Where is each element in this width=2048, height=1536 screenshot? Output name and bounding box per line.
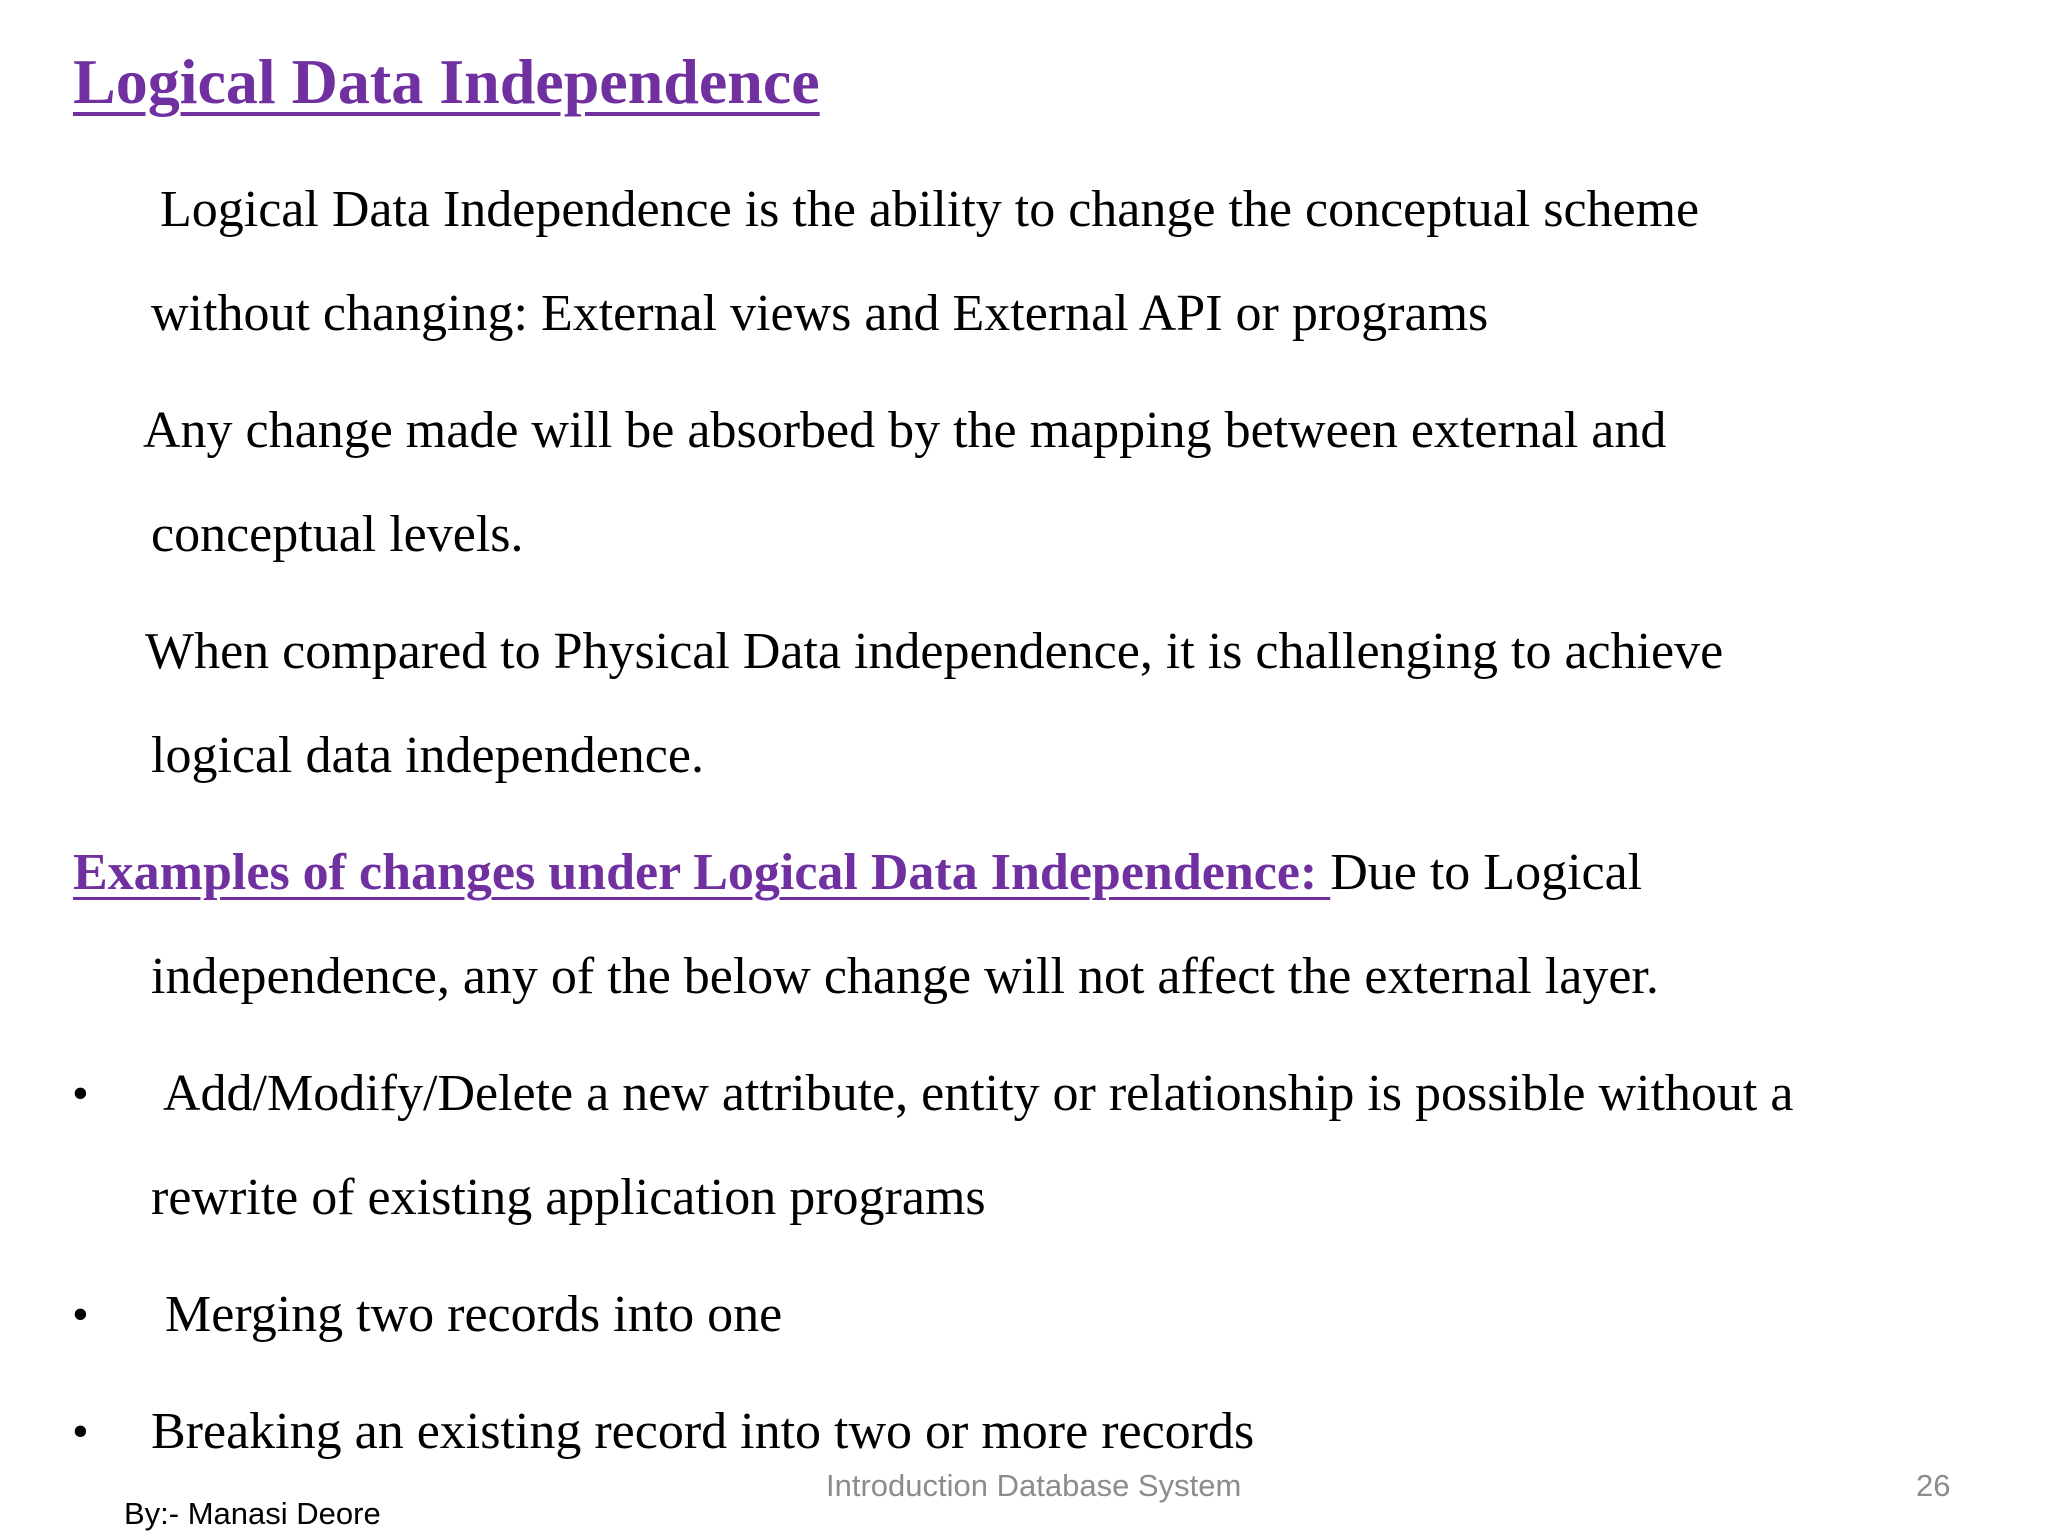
bullet-1-line-2: rewrite of existing application programs <box>151 1169 986 1226</box>
footer-author: By:- Manasi Deore <box>124 1496 381 1531</box>
bullet-1-marker: • <box>72 1067 89 1120</box>
paragraph-2-line-2: conceptual levels. <box>151 506 524 563</box>
bullet-1-line-1: Add/Modify/Delete a new attribute, entity or relationship is possible without a <box>163 1065 1794 1122</box>
bullet-3-text: Breaking an existing record into two or more records <box>151 1403 1255 1460</box>
bullet-2-text: Merging two records into one <box>165 1286 783 1343</box>
paragraph-3-line-2: logical data independence. <box>151 727 704 784</box>
footer-page-number: 26 <box>1916 1468 1951 1503</box>
examples-line-2: independence, any of the below change will not affect the external layer. <box>151 948 1659 1005</box>
paragraph-3-line-1: When compared to Physical Data independence, it is challenging to achieve <box>145 623 1724 680</box>
bullet-2-marker: • <box>72 1288 89 1341</box>
footer-course-title: Introduction Database System <box>826 1468 1242 1503</box>
paragraph-1-line-1: Logical Data Independence is the ability to change the conceptual scheme <box>160 181 1700 238</box>
paragraph-2-line-1: Any change made will be absorbed by the mapping between external and <box>143 402 1667 459</box>
examples-intro-text: Due to Logical <box>1330 844 1643 901</box>
paragraph-1-line-2: without changing: External views and External API or programs <box>151 285 1489 342</box>
bullet-3-marker: • <box>72 1405 89 1458</box>
examples-line-1 <box>73 841 1642 905</box>
examples-heading: Examples of changes under Logical Data Independence: <box>73 844 1331 901</box>
slide-title: Logical Data Independence <box>73 46 820 117</box>
